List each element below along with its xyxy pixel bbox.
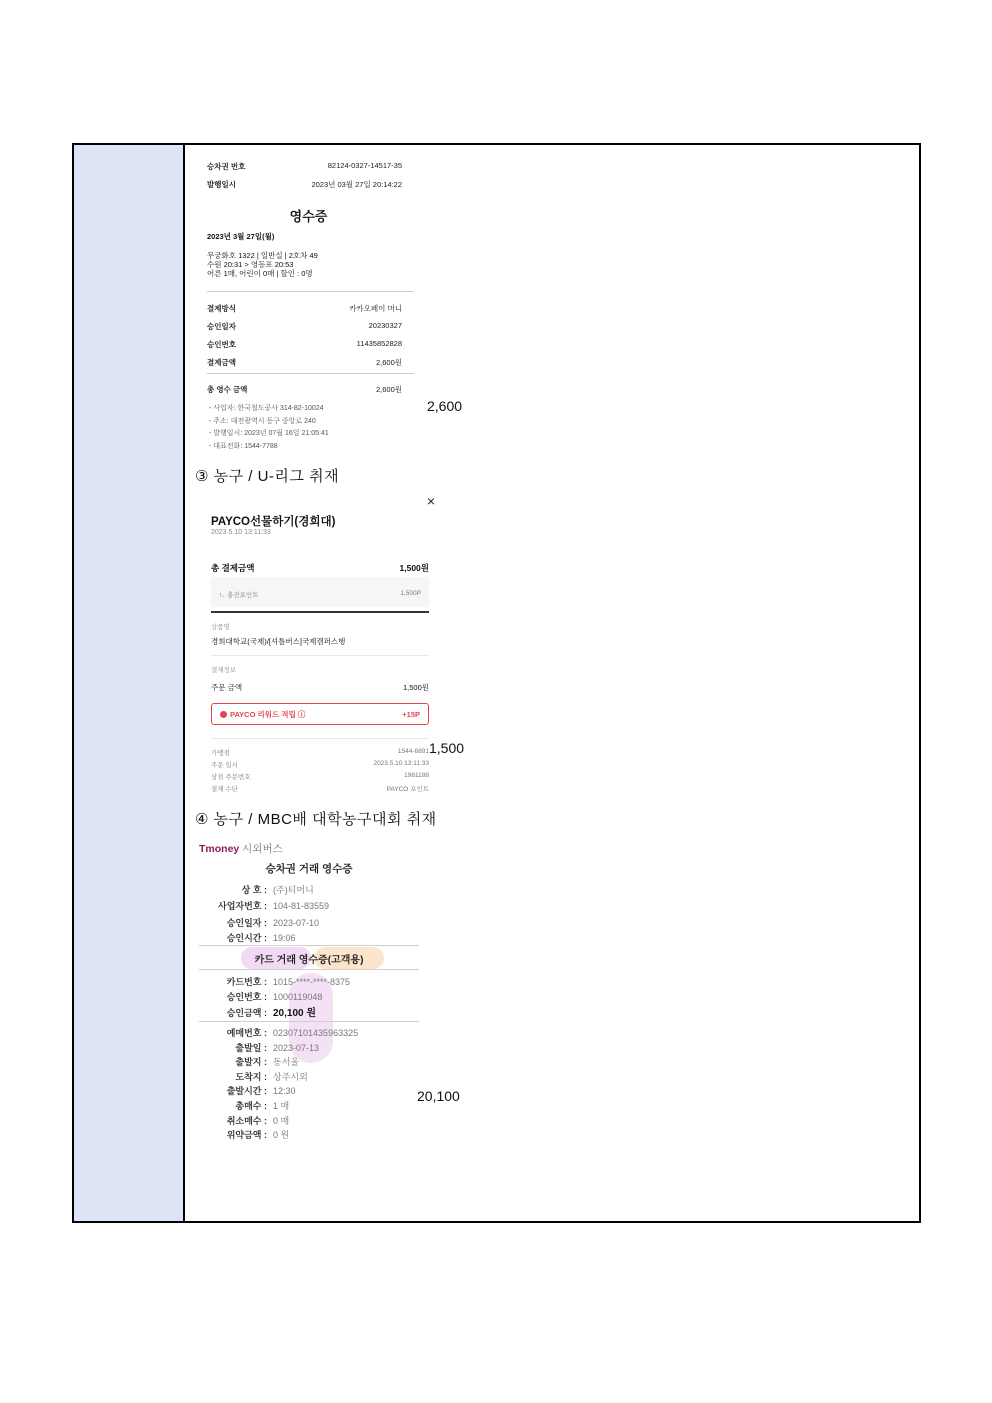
field-label: 예매번호 : <box>226 1028 267 1038</box>
receipt-field-row <box>199 1055 299 1068</box>
detail-label: 주문 일시 <box>211 762 238 769</box>
detail-value: 1981188 <box>404 772 429 779</box>
train-info-2: 수원 20:31 > 영등포 20:53 <box>207 260 294 269</box>
card-receipt-title: 카드 거래 영수증(고객용) <box>254 955 364 966</box>
report-table <box>72 143 921 1223</box>
transaction-detail-row <box>211 772 429 781</box>
payment-detail-row <box>207 321 416 332</box>
ticket-number-row: 승차권 번호 82124-0327-14517-35 <box>207 161 402 171</box>
detail-value: 20230327 <box>368 321 402 330</box>
payment-detail-row <box>207 303 416 314</box>
payment-detail-row <box>207 357 416 368</box>
transaction-detail-row <box>211 784 429 793</box>
receipt-field-row <box>199 916 319 929</box>
field-label: 승인시간 : <box>226 933 267 943</box>
amount-value: 2,600 <box>427 398 463 414</box>
product-name: 경희대학교(국제)/[셔틀버스]국제캠퍼스행 <box>211 637 346 646</box>
ticket-receipt-title: 승차권 거래 영수증 <box>265 863 353 875</box>
section-heading: ③ 농구 / U-리그 취재 <box>195 468 340 485</box>
issued-row: 발행일시 2023년 03월 27일 20:14:22 <box>207 180 402 189</box>
receipt-field-row <box>199 883 314 896</box>
divider <box>207 291 414 292</box>
field-value: 12:30 <box>273 1086 296 1097</box>
company-info-line: - 발행일시: 2023년 07월 16일 21:05:41 <box>209 430 329 437</box>
order-amount-row: 주문 금액 1,500원 <box>211 683 429 692</box>
divider <box>211 655 429 656</box>
receipt-field-row <box>199 1004 316 1019</box>
detail-label: 상점 주문번호 <box>211 774 251 781</box>
product-label: 상품명 <box>211 624 230 631</box>
receipt-field-row <box>199 1114 289 1127</box>
detail-value: 2023.5.10 13:11:33 <box>373 760 429 767</box>
receipt-field-row <box>199 1041 319 1054</box>
tmoney-receipt-image <box>199 841 419 1141</box>
field-value: 2023-07-13 <box>273 1042 320 1053</box>
receipt-field-row <box>199 1026 358 1039</box>
field-label: 위약금액 : <box>226 1130 267 1141</box>
receipt-field-row <box>199 899 329 912</box>
field-value: 1 매 <box>273 1101 290 1111</box>
receipt-field-row <box>199 1128 289 1141</box>
field-value: 104-81-83559 <box>273 900 330 911</box>
divider <box>199 1021 419 1022</box>
field-value: (주)티머니 <box>273 885 314 895</box>
field-label: 취소매수 : <box>226 1115 267 1126</box>
charge-point-row: ㄴ 충전포인트 1,500P <box>219 590 421 599</box>
field-value: 20,100 원 <box>273 1008 317 1019</box>
detail-value: 11435852828 <box>356 339 402 348</box>
payco-icon <box>220 711 227 718</box>
divider <box>199 945 419 946</box>
detail-value: 2,600원 <box>375 358 402 367</box>
divider <box>211 738 429 739</box>
payco-date: 2023.5.10 13:11:33 <box>211 529 271 536</box>
payco-receipt-image <box>205 493 435 805</box>
detail-value: PAYCO 포인트 <box>386 786 429 793</box>
field-label: 출발지 : <box>235 1057 267 1068</box>
divider <box>199 969 419 970</box>
payinfo-label: 결제정보 <box>211 667 237 674</box>
detail-label: 결제방식 <box>207 304 236 313</box>
company-info-line: - 대표전화: 1544-7788 <box>209 442 278 450</box>
train-info-1: 무궁화호 1322 | 일반실 | 2호차 49 <box>207 251 318 260</box>
payment-detail-row <box>207 339 416 350</box>
detail-label: 결제금액 <box>207 358 236 367</box>
transaction-detail-row <box>211 760 429 769</box>
field-label: 출발시간 : <box>226 1086 267 1097</box>
receipt-field-row <box>199 931 296 944</box>
field-value: 19:06 <box>273 933 296 943</box>
travel-date: 2023년 3월 27일(월) <box>207 232 275 241</box>
receipt-field-row <box>199 975 350 988</box>
field-value: 0 매 <box>273 1115 290 1126</box>
company-info-line: - 주소: 대전광역시 동구 중앙로 240 <box>209 417 316 425</box>
receipt-field-row <box>199 1084 296 1097</box>
company-info-line: - 사업자: 한국철도공사 314-82-10024 <box>209 405 324 412</box>
field-label: 총매수 : <box>235 1101 267 1111</box>
detail-value: 1544-6891 <box>397 748 429 755</box>
divider <box>211 611 429 613</box>
field-label: 도착지 : <box>235 1071 267 1082</box>
detail-label: 승인번호 <box>207 340 236 349</box>
field-value: 동서울 <box>273 1057 300 1068</box>
receipt-title: 영수증 <box>289 209 328 224</box>
table-label-cell <box>74 145 185 1221</box>
field-label: 카드번호 : <box>226 977 267 987</box>
table-content-cell <box>185 145 919 1221</box>
divider <box>207 373 414 374</box>
payco-reward-box: PAYCO 리워드 적립 ⓘ +15P <box>211 703 429 725</box>
train-receipt-image <box>201 151 416 451</box>
field-label: 승인금액 : <box>226 1008 267 1018</box>
field-label: 승인번호 : <box>226 991 267 1002</box>
tmoney-logo: Tmoney 시외버스 <box>199 843 283 855</box>
total-payment-row: 총 결제금액 1,500원 <box>211 563 429 573</box>
field-label: 사업자번호 : <box>218 900 267 911</box>
field-label: 출발일 : <box>235 1042 267 1053</box>
field-value: 상주시외 <box>273 1071 308 1082</box>
receipt-field-row <box>199 1070 308 1083</box>
amount-value: 1,500 <box>429 740 465 756</box>
detail-label: 가맹점 <box>211 750 230 757</box>
transaction-detail-row <box>211 748 429 757</box>
receipt-field-row <box>199 1099 289 1112</box>
field-value: 02307101435963325 <box>273 1028 359 1038</box>
field-value: 1015-****-****-8375 <box>273 977 351 987</box>
payco-title: PAYCO선물하기(경희대) <box>211 516 336 528</box>
total-row: 총 영수 금액 2,600원 <box>207 385 402 394</box>
receipt-field-row <box>199 990 322 1003</box>
close-icon: × <box>426 493 435 509</box>
field-label: 승인일자 : <box>226 918 267 928</box>
field-value: 2023-07-10 <box>273 918 320 928</box>
detail-label: 결제 수단 <box>211 786 238 793</box>
field-label: 상 호 : <box>241 885 267 895</box>
train-info-3: 어른 1매, 어린이 0매 | 할인 : 0명 <box>207 269 313 278</box>
section-heading: ④ 농구 / MBC배 대학농구대회 취재 <box>195 811 437 828</box>
field-value: 1000119048 <box>273 991 323 1002</box>
detail-value: 카카오페이 머니 <box>349 304 402 313</box>
detail-label: 승인일자 <box>207 322 236 331</box>
amount-value: 20,100 <box>417 1088 460 1104</box>
field-value: 0 원 <box>273 1130 290 1141</box>
